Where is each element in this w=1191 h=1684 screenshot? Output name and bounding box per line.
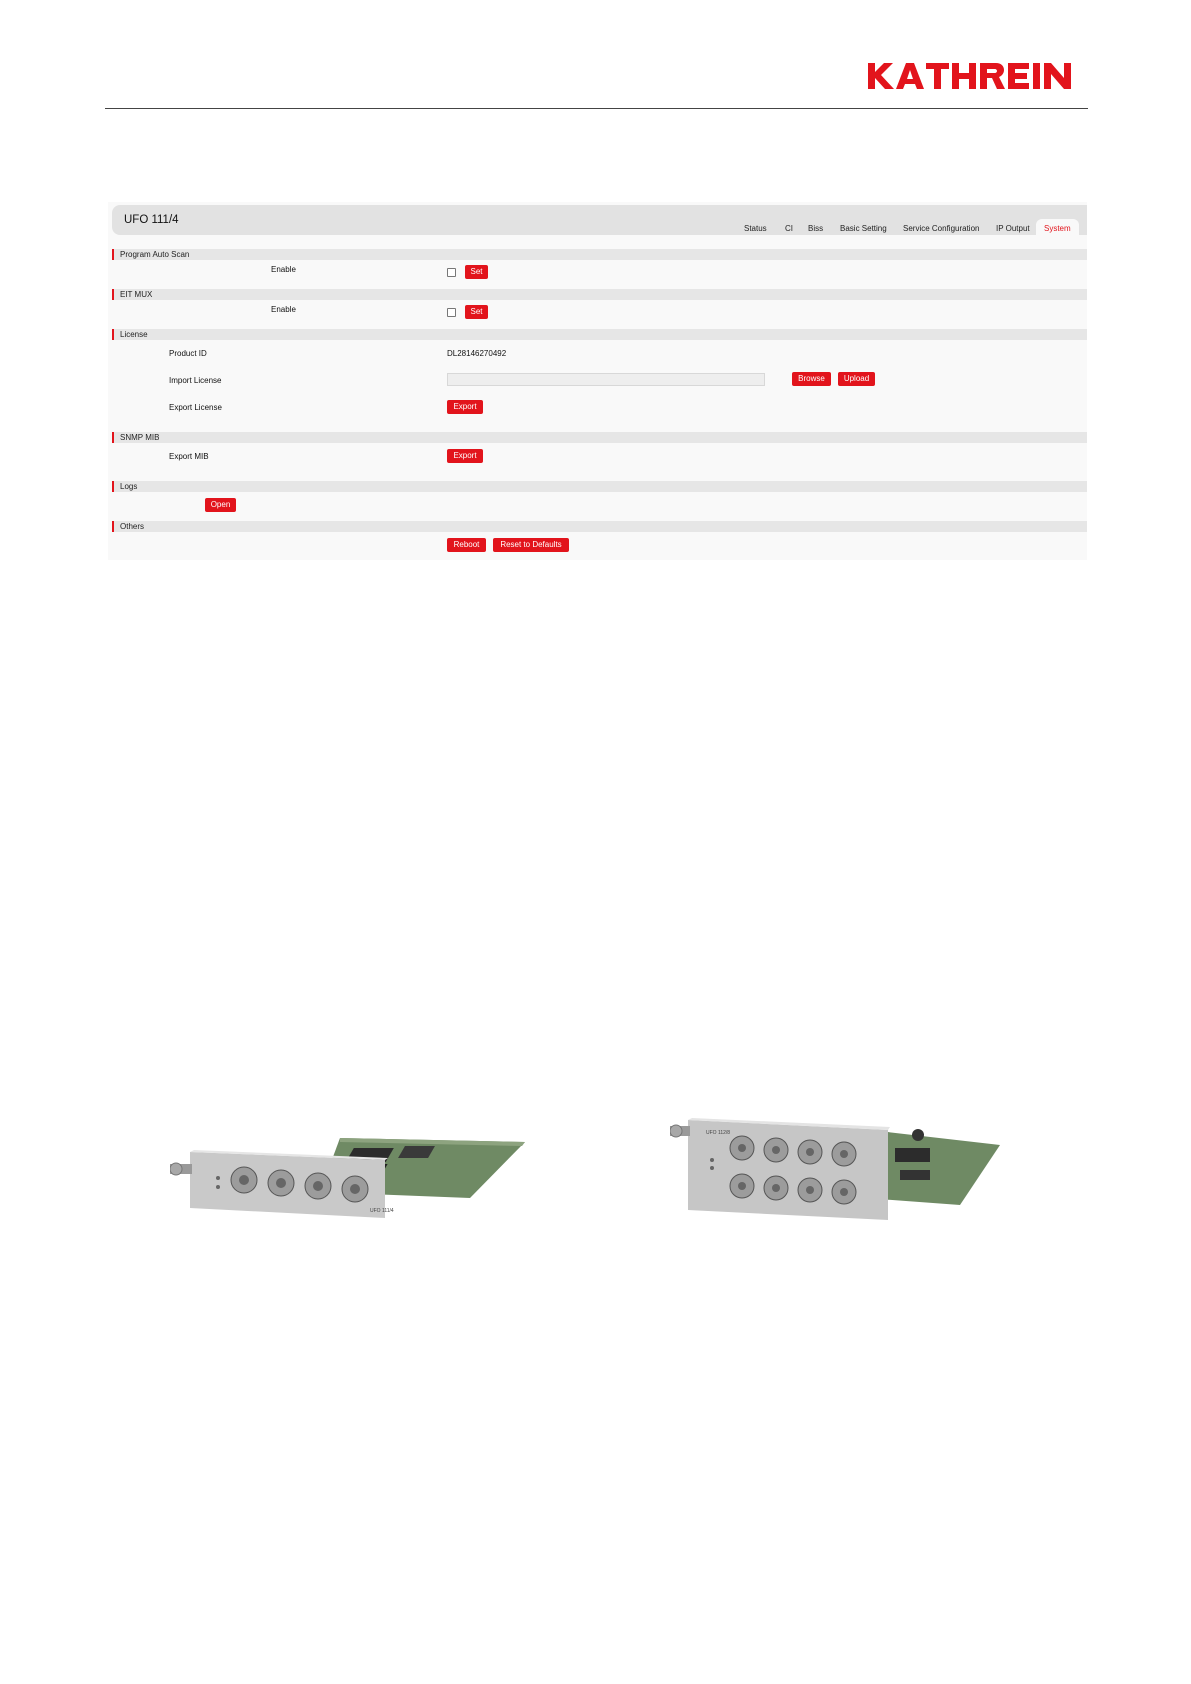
license-file-input[interactable] (447, 373, 765, 386)
section-marker (112, 329, 114, 340)
tab-ci[interactable]: CI (785, 224, 793, 233)
product-id-label: Product ID (169, 349, 207, 358)
tab-ip-output[interactable]: IP Output (996, 224, 1030, 233)
web-ui-screenshot (108, 202, 1087, 560)
section-title: Others (120, 522, 145, 531)
section-eit-mux (112, 289, 1087, 300)
section-title: Program Auto Scan (120, 250, 190, 259)
section-marker (112, 249, 114, 260)
logs-open-button[interactable]: Open (205, 498, 236, 512)
section-marker (112, 481, 114, 492)
export-license-label: Export License (169, 403, 222, 412)
section-others (112, 521, 1087, 532)
section-title: License (120, 330, 148, 339)
section-title: SNMP MIB (120, 433, 160, 442)
tab-basic-setting[interactable]: Basic Setting (840, 224, 887, 233)
tab-status[interactable]: Status (744, 224, 767, 233)
section-logs (112, 481, 1087, 492)
kathrein-logo (868, 63, 1086, 89)
card-left-label: UFO 111/4 (370, 1208, 394, 1214)
section-license (112, 329, 1087, 340)
reset-to-defaults-button[interactable]: Reset to Defaults (493, 538, 569, 552)
app-title: UFO 111/4 (124, 214, 179, 226)
export-mib-button[interactable]: Export (447, 449, 483, 463)
section-title: EIT MUX (120, 290, 153, 299)
top-nav-bar (112, 205, 1087, 235)
eit-mux-set-button[interactable]: Set (465, 305, 488, 319)
header-rule (105, 108, 1088, 109)
section-marker (112, 289, 114, 300)
product-id-value: DL28146270492 (447, 349, 507, 358)
tab-system[interactable]: System (1036, 219, 1079, 239)
ufo-112-8-card-image (670, 1110, 1005, 1225)
auto-scan-enable-checkbox[interactable] (447, 268, 456, 277)
upload-button[interactable]: Upload (838, 372, 875, 386)
export-license-button[interactable]: Export (447, 400, 483, 414)
card-right-label: UFO 112/8 (706, 1130, 731, 1136)
auto-scan-set-button[interactable]: Set (465, 265, 488, 279)
eit-mux-enable-checkbox[interactable] (447, 308, 456, 317)
export-mib-label: Export MIB (169, 452, 209, 461)
reboot-button[interactable]: Reboot (447, 538, 486, 552)
section-marker (112, 521, 114, 532)
section-program-auto-scan (112, 249, 1087, 260)
section-snmp-mib (112, 432, 1087, 443)
tab-biss[interactable]: Biss (808, 224, 824, 233)
eit-mux-enable-label: Enable (271, 305, 296, 314)
ufo-111-4-card-image (170, 1120, 530, 1220)
tab-service-configuration[interactable]: Service Configuration (903, 224, 980, 233)
browse-button[interactable]: Browse (792, 372, 831, 386)
auto-scan-enable-label: Enable (271, 265, 296, 274)
section-marker (112, 432, 114, 443)
section-title: Logs (120, 482, 138, 491)
import-license-label: Import License (169, 376, 222, 385)
